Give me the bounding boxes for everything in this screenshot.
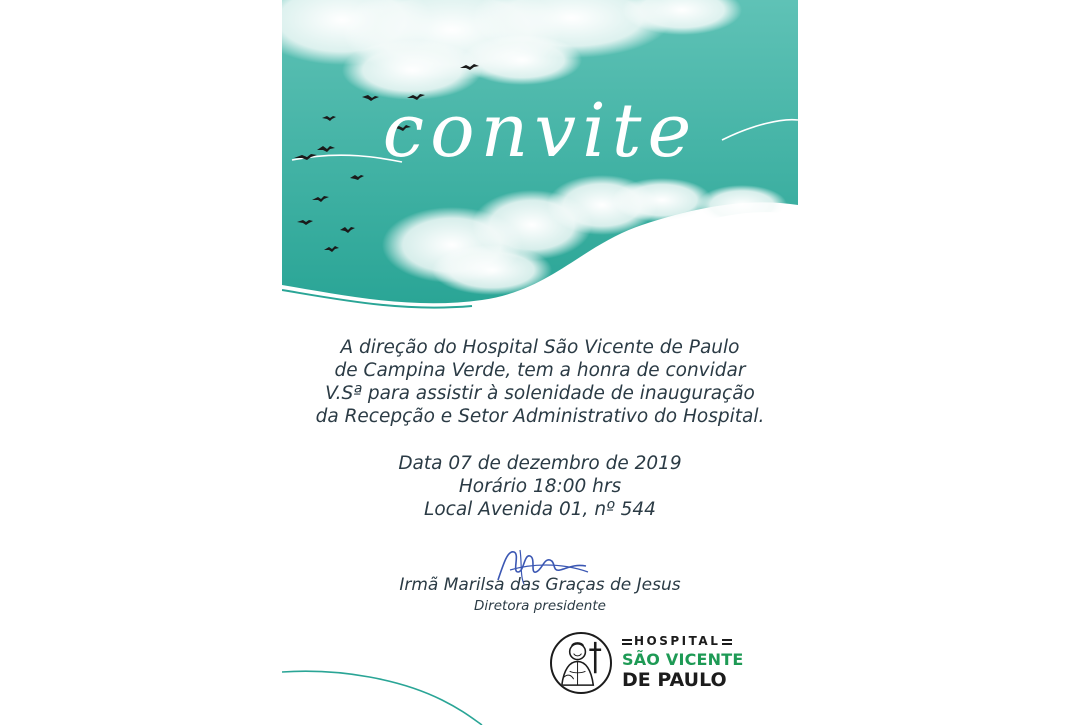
logo-sao-vicente-text: SÃO VICENTE bbox=[622, 650, 744, 669]
logo-hospital-text: HOSPITAL bbox=[620, 634, 734, 648]
hospital-logo bbox=[550, 632, 750, 700]
body-line: da Recepção e Setor Administrativo do Hospital. bbox=[315, 406, 765, 427]
saint-portrait-icon bbox=[550, 632, 612, 694]
event-details bbox=[282, 452, 798, 521]
body-line: A direção do Hospital São Vicente de Paulo bbox=[340, 337, 740, 358]
invitation-body bbox=[282, 336, 798, 428]
event-place: Local Avenida 01, nº 544 bbox=[424, 499, 656, 520]
invitation-card bbox=[282, 0, 798, 725]
signatory-role: Diretora presidente bbox=[474, 598, 606, 614]
body-line: V.Sª para assistir à solenidade de inauguração bbox=[325, 383, 755, 404]
invitation-title: convite bbox=[382, 88, 698, 174]
event-time: Horário 18:00 hrs bbox=[458, 476, 622, 497]
logo-de-paulo-text: DE PAULO bbox=[622, 669, 727, 691]
signatory-name: Irmã Marilsa das Graças de Jesus bbox=[399, 575, 681, 595]
body-line: de Campina Verde, tem a honra de convidar bbox=[334, 360, 746, 381]
event-date: Data 07 de dezembro de 2019 bbox=[398, 453, 682, 474]
